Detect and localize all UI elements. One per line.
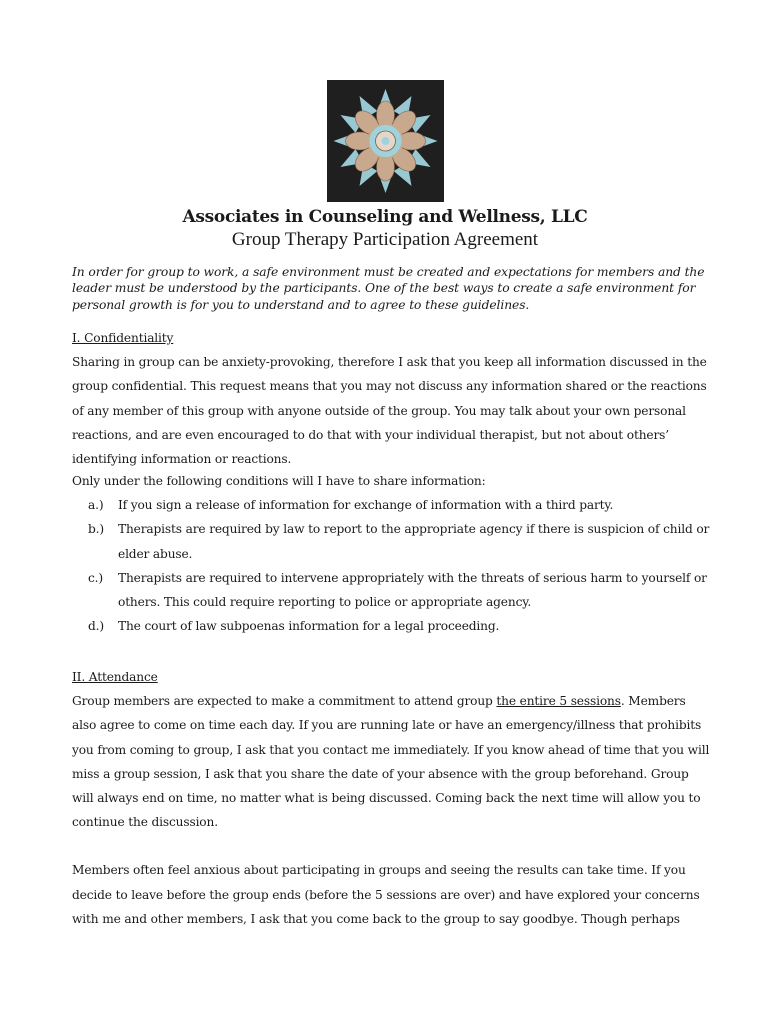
intro-paragraph: In order for group to work, a safe environment must be created and expectations for members and the leader must be understood by the participants. One of the best ways to create a safe environment for personal growth is for you to understand and to agree to these guidelines. — [72, 265, 705, 312]
list-marker: a.) — [88, 498, 104, 513]
attendance-emphasis: the entire 5 sessions — [496, 694, 621, 709]
attendance-section — [72, 665, 712, 931]
document-subtitle: Group Therapy Participation Agreement — [231, 229, 539, 250]
confidentiality-paragraph: Sharing in group can be anxiety-provoking, therefore I ask that you keep all information discussed in the group confidential. This request means that you may not discuss any information shared or the reactions of any member of this group with anyone outside of the group. You may talk about your own personal reactions, and are even encouraged to do that with your individual therapist, but not about others’ identifying information or reactions. — [72, 355, 707, 467]
document-title: Associates in Counseling and Wellness, LLC — [182, 207, 588, 227]
list-marker: c.) — [88, 570, 104, 585]
list-item — [72, 493, 712, 517]
list-item — [72, 566, 712, 614]
attendance-paragraph-2: Members often feel anxious about participating in groups and seeing the results can take time. If you decide to leave before the group ends (before the 5 sessions are over) and have explored your concerns with me and other members, I ask that you come back to the group to say goodbye. Though perhaps — [72, 863, 700, 926]
list-item-text: Therapists are required to intervene appropriately with the threats of serious harm to yourself or others. This could require reporting to police or appropriate agency. — [118, 570, 707, 610]
list-marker: d.) — [88, 619, 104, 634]
attendance-heading: II. Attendance — [72, 670, 158, 684]
confidentiality-heading: I. Confidentiality — [72, 331, 174, 345]
list-item-text: Therapists are required by law to report to the appropriate agency if there is suspicion of child or elder abuse. — [118, 522, 710, 561]
list-item-text: The court of law subpoenas information for a legal proceeding. — [118, 619, 500, 634]
list-marker: b.) — [88, 522, 104, 537]
list-item — [72, 517, 712, 565]
list-item-text: If you sign a release of information for exchange of information with a third party. — [118, 498, 614, 513]
company-logo — [327, 80, 444, 202]
confidentiality-section — [72, 326, 712, 638]
attendance-paragraph — [72, 689, 712, 834]
conditions-intro: Only under the following conditions will I have to share information: — [72, 474, 486, 489]
conditions-list — [72, 493, 712, 638]
attendance-text: . Members also agree to come on time each day. If you are running late or have an emergency/illness that prohibits you from coming to group, I ask that you contact me immediately. If you know ahead of time that you will miss a group session, I ask that you share the date of your absence with the group beforehand. Group will always end on time, no matter what is being discussed. Coming back the next time will allow you to continue the discussion. — [72, 694, 710, 830]
list-item — [72, 614, 712, 638]
attendance-text: Group members are expected to make a commitment to attend group — [72, 694, 497, 709]
mandala-icon — [327, 80, 444, 202]
